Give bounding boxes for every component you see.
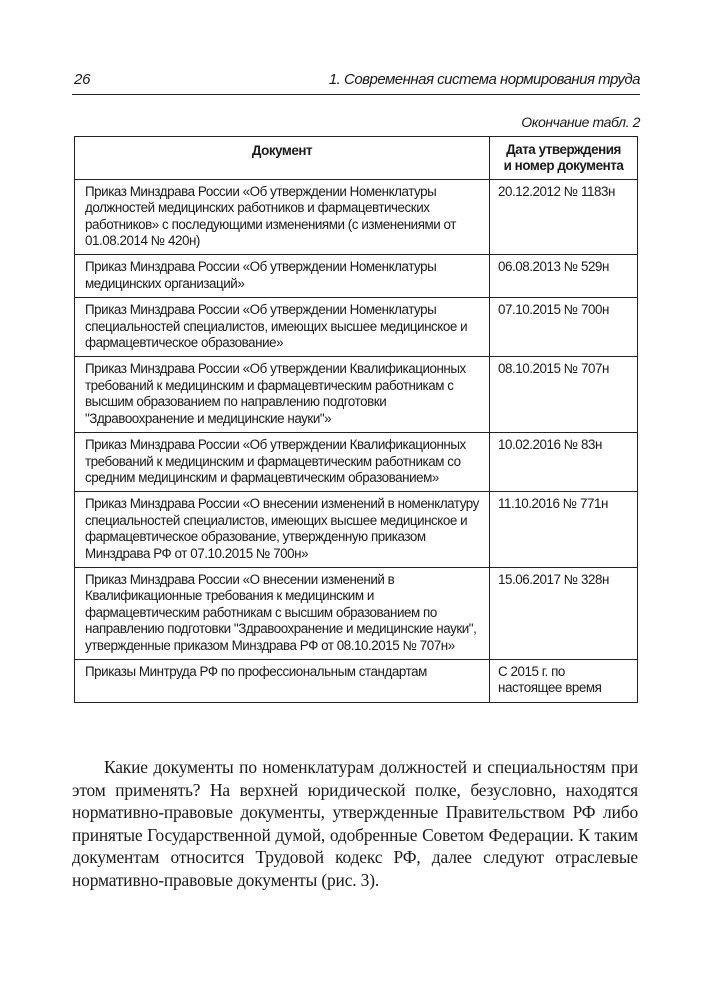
- document-cell: Приказ Минздрава России «О внесении изменений в номенклатуру специальностей специалистов, имеющих высшее медицинское и фармацевтическое образование, утвержденную приказом Минздрава РФ от 07.10.2015 № 700н»: [75, 492, 490, 568]
- documents-table: [74, 136, 638, 703]
- table-row: [75, 298, 638, 357]
- date-cell: 20.12.2012 № 1183н: [490, 179, 638, 255]
- date-cell: 11.10.2016 № 771н: [490, 492, 638, 568]
- document-cell: Приказ Минздрава России «Об утверждении Квалификационных требований к медицинским и фармацевтическим работникам со средним медицинским и фармацевтическим образованием»: [75, 433, 490, 492]
- column-header-date: [490, 137, 638, 180]
- date-cell: 06.08.2013 № 529н: [490, 255, 638, 298]
- document-cell: Приказ Минздрава России «Об утверждении Номенклатуры специальностей специалистов, имеющих высшее медицинское и фармацевтическое образование»: [75, 298, 490, 357]
- column-header-date-line-2: и номер документа: [503, 158, 624, 174]
- page-header: [72, 66, 640, 95]
- document-cell: Приказ Минздрава России «Об утверждении Номенклатуры должностей медицинских работников и фармацевтических работников» с последующими изменениями (с изменениями от 01.08.2014 № 420н): [75, 179, 490, 255]
- table-header-row: [75, 137, 638, 180]
- document-cell: Приказ Минздрава России «Об утверждении Квалификационных требований к медицинским и фармацевтическим работникам с высшим образованием по направлению подготовки "Здравоохранение и медицинские науки"»: [75, 357, 490, 433]
- document-cell: Приказ Минздрава России «О внесении изменений в Квалификационные требования к медицинским и фармацевтическим работникам с высшим образованием по направлению подготовки "Здравоохранение и медицинские науки", утвержденные приказом Минздрава РФ от 08.10.2015 № 707н»: [75, 567, 490, 659]
- table-row: [75, 179, 638, 255]
- column-header-date-line-1: Дата утверждения: [506, 142, 621, 157]
- table-row: [75, 492, 638, 568]
- date-cell: 10.02.2016 № 83н: [490, 433, 638, 492]
- table-row: [75, 659, 638, 702]
- document-cell: Приказы Минтруда РФ по профессиональным стандартам: [75, 659, 490, 702]
- table-row: [75, 255, 638, 298]
- page-number: 26: [74, 71, 91, 88]
- date-cell: С 2015 г. по настоящее время: [490, 659, 638, 702]
- column-header-document: Документ: [75, 137, 490, 180]
- document-cell: Приказ Минздрава России «Об утверждении Номенклатуры медицинских организаций»: [75, 255, 490, 298]
- date-cell: 15.06.2017 № 328н: [490, 567, 638, 659]
- running-title: 1. Современная система нормирования труда: [328, 71, 640, 88]
- table-caption: Окончание табл. 2: [521, 114, 640, 130]
- date-cell: 08.10.2015 № 707н: [490, 357, 638, 433]
- date-cell: 07.10.2015 № 700н: [490, 298, 638, 357]
- table-row: [75, 433, 638, 492]
- body-paragraph: Какие документы по номенклатурам должностей и специальностям при этом применять? На верхней юридической полке, безусловно, находятся нормативно-правовые документы, утвержденные Правительством РФ либо принятые Государственной думой, одобренные Советом Федерации. К таким документам относится Трудовой кодекс РФ, далее следуют отраслевые нормативно-правовые документы (рис. 3).: [72, 757, 638, 890]
- table-row: [75, 357, 638, 433]
- table-row: [75, 567, 638, 659]
